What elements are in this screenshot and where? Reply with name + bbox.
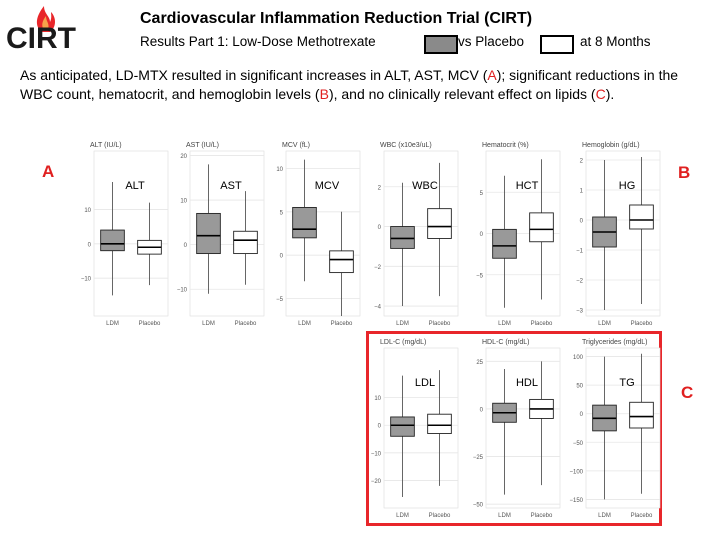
axis-title: Hematocrit (%)	[482, 142, 529, 149]
y-tick-label: −4	[374, 304, 381, 311]
y-tick-label: 100	[572, 355, 583, 362]
box-ldm	[293, 207, 317, 237]
y-tick-label: −2	[576, 278, 583, 285]
y-tick-label: 0	[579, 412, 583, 419]
y-tick-label: 0	[377, 423, 381, 430]
boxplot-hct	[464, 137, 564, 332]
axis-title: ALT (IU/L)	[90, 142, 122, 149]
y-tick-label: −1	[576, 248, 583, 255]
y-tick-label: −10	[176, 287, 187, 294]
y-tick-label: −150	[569, 497, 583, 504]
box-placebo	[530, 213, 554, 242]
x-tick-label: Placebo	[330, 321, 353, 327]
axis-title: HDL-C (mg/dL)	[482, 339, 530, 346]
y-tick-label: 10	[84, 207, 91, 214]
x-tick-label: LDM	[396, 321, 409, 327]
boxplot-hg	[564, 137, 664, 332]
y-tick-label: 0	[479, 232, 483, 238]
y-tick-label: −5	[276, 297, 283, 304]
y-tick-label: 50	[576, 383, 583, 390]
logo-text: CIRT	[6, 22, 76, 54]
axis-title: LDL-C (mg/dL)	[380, 339, 427, 346]
plot-label: AST	[220, 180, 242, 192]
x-tick-label: LDM	[498, 513, 511, 519]
placebo-swatch	[540, 35, 574, 54]
y-tick-label: −50	[572, 440, 583, 447]
intro-paragraph: As anticipated, LD-MTX resulted in significant increases in ALT, AST, MCV (A); significant reductions in the WBC count, hematocrit, and hemoglobin levels (B), and no clinically relevant effect on lipids (C).	[20, 67, 679, 102]
y-tick-label: −20	[370, 478, 381, 485]
box-ldm	[493, 229, 517, 258]
box-placebo	[428, 209, 452, 239]
x-tick-label: LDM	[298, 321, 311, 327]
axis-title: MCV (fL)	[282, 142, 310, 149]
boxplot-mcv	[264, 137, 364, 332]
y-tick-label: −100	[569, 469, 583, 476]
boxplot-ldl	[362, 334, 462, 524]
intro-ref-a: A	[487, 67, 497, 83]
y-tick-label: 0	[579, 218, 583, 225]
box-ldm	[101, 230, 125, 251]
subtitle-part1: Results Part 1: Low-Dose Methotrexate	[140, 34, 376, 49]
ldm-swatch	[424, 35, 458, 54]
box-ldm	[391, 227, 415, 249]
boxplot-hdl	[464, 334, 564, 524]
y-tick-label: 25	[476, 359, 483, 366]
plot-label: ALT	[125, 180, 145, 192]
y-tick-label: 10	[374, 396, 381, 403]
intro-ref-c: C	[595, 86, 606, 102]
x-tick-label: LDM	[396, 513, 409, 519]
axis-title: Triglycerides (mg/dL)	[582, 339, 648, 346]
cirt-logo	[4, 2, 90, 54]
x-tick-label: Placebo	[530, 513, 553, 519]
x-tick-label: Placebo	[428, 513, 451, 519]
plot-label: TG	[619, 377, 635, 389]
x-tick-label: LDM	[498, 321, 511, 327]
boxplot-tg	[564, 334, 664, 524]
plot-label: MCV	[314, 180, 340, 192]
y-tick-label: 5	[279, 210, 283, 217]
plot-label: WBC	[412, 180, 438, 192]
intro-ref-b: B	[319, 86, 329, 102]
box-placebo	[630, 205, 654, 229]
panel-label-c: C	[681, 383, 694, 402]
y-tick-label: 10	[276, 166, 283, 173]
box-placebo	[234, 231, 258, 253]
boxplot-wbc	[362, 137, 462, 332]
y-tick-label: −50	[472, 502, 483, 509]
y-tick-label: −25	[472, 455, 483, 462]
subtitle-vs: vs Placebo	[458, 34, 525, 49]
y-tick-label: 0	[87, 242, 91, 249]
axis-title: Hemoglobin (g/dL)	[582, 142, 640, 149]
x-tick-label: Placebo	[530, 321, 553, 327]
x-tick-label: LDM	[106, 321, 119, 327]
x-tick-label: LDM	[202, 321, 215, 327]
axis-title: AST (IU/L)	[186, 142, 219, 149]
page-title: Cardiovascular Inflammation Reduction Trial (CIRT)	[140, 10, 533, 27]
panel-label-a: A	[42, 162, 55, 181]
y-tick-label: 1	[579, 188, 583, 195]
y-tick-label: −5	[476, 273, 483, 280]
x-tick-label: Placebo	[630, 513, 653, 519]
box-ldm	[197, 213, 221, 253]
x-tick-label: LDM	[598, 321, 611, 327]
y-tick-label: 2	[377, 185, 381, 192]
x-tick-label: Placebo	[630, 321, 653, 327]
y-tick-label: 10	[180, 198, 187, 205]
y-tick-label: 0	[279, 253, 283, 260]
y-tick-label: 20	[180, 153, 187, 160]
plot-label: LDL	[414, 377, 436, 389]
box-placebo	[630, 402, 654, 428]
y-tick-label: 0	[377, 225, 381, 232]
y-tick-label: −2	[374, 264, 381, 271]
y-tick-label: 0	[479, 407, 483, 414]
plot-area	[486, 348, 560, 508]
plot-label: HDL	[515, 377, 539, 389]
y-tick-label: −10	[370, 451, 381, 458]
box-placebo	[428, 414, 452, 433]
y-tick-label: 5	[479, 190, 483, 197]
x-tick-label: LDM	[598, 513, 611, 519]
boxplot-ast	[168, 137, 268, 332]
plot-label: HCT	[515, 180, 539, 192]
y-tick-label: 2	[579, 158, 583, 165]
x-tick-label: Placebo	[428, 321, 451, 327]
subtitle-time: at 8 Months	[580, 34, 651, 49]
panel-label-b: B	[678, 163, 691, 182]
plot-label: HG	[618, 180, 636, 192]
axis-title: WBC (x10e3/uL)	[380, 142, 432, 149]
box-placebo	[330, 251, 354, 273]
x-tick-label: Placebo	[234, 321, 257, 327]
y-tick-label: −3	[576, 308, 583, 315]
x-tick-label: Placebo	[138, 321, 161, 327]
box-ldm	[391, 417, 415, 436]
y-tick-label: −10	[80, 276, 91, 283]
y-tick-label: 0	[183, 243, 187, 250]
boxplot-alt	[72, 137, 172, 332]
